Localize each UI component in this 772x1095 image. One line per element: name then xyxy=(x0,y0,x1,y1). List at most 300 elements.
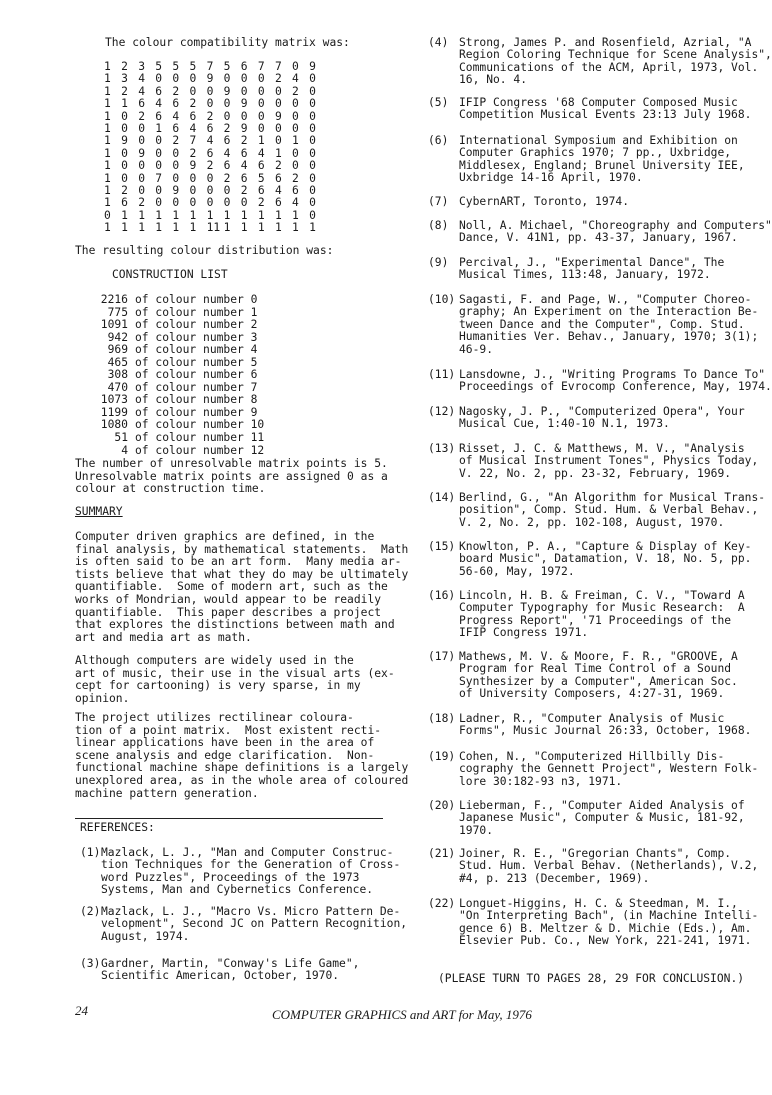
matrix-cell: 9 xyxy=(274,109,282,123)
reference-number: (2) xyxy=(80,905,101,918)
references-heading: REFERENCES: xyxy=(80,821,155,834)
colour-count: 465 xyxy=(107,355,128,369)
matrix-cell: 6 xyxy=(206,121,214,135)
colour-label: of colour number 0 xyxy=(135,293,258,306)
matrix-cell: 0 xyxy=(121,109,128,123)
matrix-cell: 6 xyxy=(138,97,145,111)
reference-text: Lincoln, H. B. & Freiman, C. V., "Toward A Computer Typography for Music Research: A Progress Report", '71 Proceedings of the IFIP Congress 1971. xyxy=(459,589,745,640)
matrix-cell: 6 xyxy=(189,109,197,123)
matrix-cell: 2 xyxy=(172,84,180,98)
reference-5 xyxy=(428,97,768,122)
matrix-cell: 0 xyxy=(292,60,299,73)
matrix-cell: 1 xyxy=(292,221,299,235)
reference-text: Percival, J., "Experimental Dance", The Musical Times, 113:48, January, 1972. xyxy=(459,256,725,282)
colour-label: of colour number 1 xyxy=(135,305,258,319)
matrix-cell: 0 xyxy=(309,97,316,111)
matrix-cell: 0 xyxy=(309,109,316,123)
matrix-cell: 1 xyxy=(104,146,111,160)
colour-label: of colour number 8 xyxy=(135,393,258,407)
colour-count: 1091 xyxy=(100,318,128,332)
reference-text: Sagasti, F. and Page, W., "Computer Choreo- graphy; An Experiment on the Interaction Be- tween Dance and the Computer", Comp. Stud. Humanities Ver. Behav., January, 1970; 3(1); 46-9. xyxy=(459,293,759,356)
matrix-cell: 0 xyxy=(155,183,163,197)
matrix-cell: 2 xyxy=(223,121,231,135)
reference-12 xyxy=(428,406,768,431)
reference-text: Gardner, Martin, "Conway's Life Game", Scientific American, October, 1970. xyxy=(101,957,360,983)
matrix-cell: 6 xyxy=(172,97,180,111)
matrix-cell: 1 xyxy=(138,221,145,235)
matrix-cell: 0 xyxy=(292,159,299,173)
summary-paragraph-3: The project utilizes rectilinear coloura- tion of a point matrix. Most existent recti- linear applications have been in the area of scene analysis and edge clarification. Non- functional machine shape definitions is a largely unexplored area, as in the whole area of coloured machine pattern generation. xyxy=(75,711,409,800)
matrix-cell: 9 xyxy=(206,72,214,86)
matrix-cell: 2 xyxy=(138,109,145,123)
colour-count: 470 xyxy=(107,380,128,394)
journal-footer: COMPUTER GRAPHICS and ART for May, 1976 xyxy=(272,1007,532,1022)
matrix-cell: 4 xyxy=(155,97,163,111)
colour-label: of colour number 5 xyxy=(135,355,258,369)
matrix-cell: 1 xyxy=(172,208,180,222)
matrix-cell: 4 xyxy=(292,196,299,210)
colour-label: of colour number 6 xyxy=(135,368,258,382)
matrix-cell: 1 xyxy=(121,97,128,111)
matrix-cell: 1 xyxy=(240,208,248,222)
construction-item xyxy=(98,319,264,332)
matrix-cell: 11 xyxy=(206,221,221,235)
matrix-cell: 0 xyxy=(206,196,214,210)
matrix-cell: 1 xyxy=(274,146,282,160)
matrix-cell: 7 xyxy=(206,60,214,73)
matrix-cell: 0 xyxy=(172,146,180,160)
reference-21 xyxy=(428,848,768,885)
reference-number: (17) xyxy=(428,650,456,663)
matrix-cell: 9 xyxy=(240,121,248,135)
matrix-cell: 0 xyxy=(155,72,163,86)
reference-number: (18) xyxy=(428,712,456,725)
reference-number: (15) xyxy=(428,540,456,553)
matrix-cell: 6 xyxy=(240,146,248,160)
matrix-cell: 0 xyxy=(121,121,128,135)
reference-text: Mazlack, L. J., "Man and Computer Construc- tion Techniques for the Generation of Cross- word Puzzles", Proceedings of the 1973 Systems, Man and Cybernetics Conference. xyxy=(101,846,401,897)
reference-11 xyxy=(428,368,772,394)
matrix-cell: 0 xyxy=(257,121,265,135)
matrix-cell: 2 xyxy=(206,109,214,123)
matrix-cell: 1 xyxy=(104,121,111,135)
matrix-cell: 4 xyxy=(274,183,282,197)
reference-3 xyxy=(80,958,380,983)
reference-text: International Symposium and Exhibition on Computer Graphics 1970; 7 pp., Uxbridge, Middlesex, England; Brunel University IEE, Uxbridge 14-16 April, 1970. xyxy=(459,134,745,185)
reference-text: Cohen, N., "Computerized Hillbilly Dis- cography the Gennett Project", Western Folk- lore 30:182-93 n3, 1971. xyxy=(459,750,759,788)
matrix-cell: 0 xyxy=(206,97,214,111)
matrix-cell: 0 xyxy=(309,134,316,148)
matrix-cell: 0 xyxy=(257,72,265,86)
matrix-cell: 2 xyxy=(292,171,299,185)
matrix-cell: 2 xyxy=(189,146,197,160)
reference-text: Lansdowne, J., "Writing Programs To Dance To" Proceedings of Evrocomp Conference, May, 1974. xyxy=(459,368,772,394)
matrix-cell: 1 xyxy=(104,97,111,111)
matrix-cell: 0 xyxy=(155,146,163,160)
matrix-cell: 0 xyxy=(155,134,163,148)
reference-17 xyxy=(428,651,768,701)
matrix-cell: 6 xyxy=(155,109,163,123)
reference-2 xyxy=(80,905,408,943)
reference-number: (4) xyxy=(428,36,449,49)
reference-16 xyxy=(428,590,768,640)
colour-count: 308 xyxy=(107,368,128,382)
reference-number: (20) xyxy=(428,799,456,812)
matrix-cell: 0 xyxy=(172,72,180,86)
matrix-cell: 0 xyxy=(138,121,145,135)
matrix-cell: 0 xyxy=(257,109,265,123)
reference-text: CybernART, Toronto, 1974. xyxy=(459,195,630,208)
colour-matrix xyxy=(104,61,326,234)
matrix-cell: 0 xyxy=(138,159,145,173)
matrix-cell: 6 xyxy=(257,183,265,197)
matrix-cell: 1 xyxy=(138,208,145,222)
matrix-cell: 1 xyxy=(274,208,282,222)
matrix-cell: 0 xyxy=(189,171,197,185)
colour-label: of colour number 3 xyxy=(135,330,258,344)
matrix-cell: 9 xyxy=(309,60,316,73)
matrix-cell: 1 xyxy=(223,208,231,222)
matrix-cell: 4 xyxy=(240,159,248,173)
reference-text: Joiner, R. E., "Gregorian Chants", Comp. Stud. Hum. Verbal Behav. (Netherlands), V.2, #4, p. 213 (December, 1969). xyxy=(459,847,759,885)
reference-15 xyxy=(428,541,768,578)
matrix-cell: 2 xyxy=(240,134,248,148)
matrix-cell: 0 xyxy=(309,208,316,222)
matrix-cell: 6 xyxy=(155,84,163,98)
matrix-cell: 5 xyxy=(172,60,180,73)
matrix-cell: 5 xyxy=(257,171,265,185)
matrix-cell: 0 xyxy=(223,196,231,210)
matrix-cell: 4 xyxy=(257,146,265,160)
matrix-cell: 6 xyxy=(240,171,248,185)
matrix-cell: 1 xyxy=(104,183,111,197)
colour-label: of colour number 2 xyxy=(135,318,258,332)
matrix-cell: 1 xyxy=(155,221,163,235)
reference-9 xyxy=(428,257,768,282)
matrix-row xyxy=(104,222,326,234)
reference-6 xyxy=(428,135,768,185)
matrix-cell: 0 xyxy=(121,171,128,185)
reference-18 xyxy=(428,713,768,738)
matrix-cell: 1 xyxy=(155,121,163,135)
matrix-cell: 6 xyxy=(121,196,128,210)
construction-item xyxy=(98,445,264,458)
matrix-cell: 1 xyxy=(121,208,128,222)
matrix-cell: 7 xyxy=(155,171,163,185)
matrix-cell: 6 xyxy=(274,196,282,210)
matrix-cell: 0 xyxy=(292,97,299,111)
colour-count: 775 xyxy=(107,305,128,319)
matrix-cell: 0 xyxy=(257,84,265,98)
matrix-cell: 0 xyxy=(240,72,248,86)
matrix-cell: 0 xyxy=(155,159,163,173)
reference-text: Ladner, R., "Computer Analysis of Music Forms", Music Journal 26:33, October, 1968. xyxy=(459,712,752,738)
matrix-cell: 0 xyxy=(309,84,316,98)
reference-number: (11) xyxy=(428,368,456,381)
construction-title: CONSTRUCTION LIST xyxy=(112,268,228,281)
matrix-cell: 1 xyxy=(104,60,111,73)
matrix-cell: 2 xyxy=(121,84,128,98)
matrix-cell: 0 xyxy=(223,72,231,86)
matrix-cell: 0 xyxy=(172,196,180,210)
matrix-cell: 4 xyxy=(206,134,214,148)
reference-22 xyxy=(428,898,768,948)
colour-label: of colour number 4 xyxy=(135,343,258,357)
matrix-cell: 0 xyxy=(189,196,197,210)
reference-20 xyxy=(428,800,768,837)
matrix-cell: 0 xyxy=(121,159,128,173)
matrix-cell: 0 xyxy=(309,196,316,210)
matrix-cell: 2 xyxy=(240,183,248,197)
turn-page-note: (PLEASE TURN TO PAGES 28, 29 FOR CONCLUSION.) xyxy=(438,972,745,985)
matrix-cell: 1 xyxy=(172,221,180,235)
construction-item xyxy=(98,369,264,382)
reference-number: (21) xyxy=(428,847,456,860)
matrix-cell: 1 xyxy=(189,208,197,222)
reference-text: Strong, James P. and Rosenfield, Azrial, "A Region Coloring Technique for Scene Analysis", Communications of the ACM, April, 1973, Vol. 16, No. 4. xyxy=(459,36,772,87)
matrix-cell: 4 xyxy=(138,72,145,86)
reference-number: (7) xyxy=(428,195,449,208)
reference-number: (8) xyxy=(428,219,449,232)
matrix-cell: 1 xyxy=(104,84,111,98)
matrix-cell: 0 xyxy=(223,183,231,197)
matrix-cell: 2 xyxy=(223,171,231,185)
matrix-row xyxy=(104,197,326,209)
matrix-cell: 1 xyxy=(240,221,248,235)
matrix-cell: 0 xyxy=(309,183,316,197)
construction-list xyxy=(98,294,264,457)
reference-text: Nagosky, J. P., "Computerized Opera", Your Musical Cue, 1:40-10 N.1, 1973. xyxy=(459,405,745,431)
matrix-cell: 1 xyxy=(309,221,316,235)
colour-count: 4 xyxy=(121,443,128,457)
summary-paragraph-1: Computer driven graphics are defined, in the final analysis, by mathematical statements. Math is often said to be an art form. Many media ar- tists believe that what they do may be ultimately quantifiable. Some of modern art, such as the works of Mondrian, would appear to be readily quantifiable. This paper describes a project that explores the distinctions between math and art and media art as math. xyxy=(75,530,409,644)
matrix-cell: 0 xyxy=(309,159,316,173)
reference-text: Noll, A. Michael, "Choreography and Computers" Dance, V. 41N1, pp. 43-37, January, 1967. xyxy=(459,219,772,245)
matrix-cell: 0 xyxy=(292,146,299,160)
reference-4 xyxy=(428,36,772,87)
matrix-cell: 0 xyxy=(223,109,231,123)
matrix-cell: 6 xyxy=(292,183,299,197)
colour-count: 969 xyxy=(107,343,128,357)
matrix-cell: 0 xyxy=(138,183,145,197)
colour-count: 942 xyxy=(107,330,128,344)
reference-10 xyxy=(428,294,768,356)
matrix-cell: 0 xyxy=(309,171,316,185)
colour-label: of colour number 10 xyxy=(135,418,265,432)
summary-heading: SUMMARY xyxy=(75,505,123,518)
matrix-cell: 4 xyxy=(292,72,299,86)
matrix-cell: 0 xyxy=(155,196,163,210)
construction-item xyxy=(98,432,264,445)
reference-text: Lieberman, F., "Computer Aided Analysis of Japanese Music", Computer & Music, 181-92, 1970. xyxy=(459,799,745,837)
matrix-cell: 1 xyxy=(104,196,111,210)
construction-item xyxy=(98,344,264,357)
reference-1 xyxy=(80,846,401,897)
distribution-intro: The resulting colour distribution was: xyxy=(75,244,334,257)
matrix-cell: 0 xyxy=(309,121,316,135)
matrix-cell: 0 xyxy=(138,134,145,148)
matrix-cell: 1 xyxy=(257,221,265,235)
reference-number: (10) xyxy=(428,293,456,306)
reference-13 xyxy=(428,443,768,480)
matrix-cell: 0 xyxy=(206,183,214,197)
matrix-cell: 1 xyxy=(223,221,231,235)
matrix-cell: 1 xyxy=(206,208,214,222)
colour-label: of colour number 11 xyxy=(135,431,265,445)
matrix-cell: 7 xyxy=(257,60,265,73)
matrix-cell: 9 xyxy=(172,183,180,197)
matrix-cell: 2 xyxy=(274,159,282,173)
reference-number: (13) xyxy=(428,442,456,455)
reference-text: IFIP Congress '68 Computer Composed Music Competition Musical Events 23:13 July 1968. xyxy=(459,96,752,122)
matrix-cell: 6 xyxy=(206,146,214,160)
matrix-cell: 2 xyxy=(257,196,265,210)
matrix-cell: 5 xyxy=(189,60,197,73)
reference-8 xyxy=(428,219,772,245)
reference-number: (12) xyxy=(428,405,456,418)
reference-number: (9) xyxy=(428,256,449,269)
matrix-cell: 6 xyxy=(274,171,282,185)
matrix-intro: The colour compatibility matrix was: xyxy=(105,36,350,49)
reference-number: (19) xyxy=(428,750,456,763)
reference-number: (3) xyxy=(80,957,101,970)
matrix-cell: 6 xyxy=(257,159,265,173)
reference-number: (22) xyxy=(428,897,456,910)
matrix-cell: 2 xyxy=(292,84,299,98)
reference-text: Knowlton, P. A., "Capture & Display of Key- board Music", Datamation, V. 18, No. 5, pp. 56-60, May, 1972. xyxy=(459,540,752,578)
matrix-cell: 5 xyxy=(223,60,231,73)
colour-count: 2216 xyxy=(100,293,128,306)
matrix-cell: 0 xyxy=(309,146,316,160)
matrix-cell: 2 xyxy=(206,159,214,173)
matrix-cell: 0 xyxy=(309,72,316,86)
matrix-row xyxy=(104,98,326,110)
matrix-cell: 7 xyxy=(189,134,197,148)
colour-label: of colour number 9 xyxy=(135,405,258,419)
matrix-cell: 0 xyxy=(138,171,145,185)
matrix-cell: 1 xyxy=(292,134,299,148)
colour-count: 1199 xyxy=(100,405,128,419)
matrix-cell: 0 xyxy=(172,171,180,185)
matrix-cell: 6 xyxy=(223,134,231,148)
reference-text: Mazlack, L. J., "Macro Vs. Micro Pattern De- velopment", Second JC on Pattern Recognition, August, 1974. xyxy=(101,905,408,943)
matrix-row xyxy=(104,73,326,85)
unresolvable-note: The number of unresolvable matrix points is 5. Unresolvable matrix points are assigned 0 as a colour at construction time. xyxy=(75,457,388,496)
matrix-cell: 0 xyxy=(257,97,265,111)
matrix-cell: 5 xyxy=(155,60,163,73)
matrix-cell: 4 xyxy=(172,109,180,123)
matrix-cell: 6 xyxy=(172,121,180,135)
matrix-cell: 3 xyxy=(121,72,128,86)
matrix-cell: 0 xyxy=(206,84,214,98)
colour-label: of colour number 12 xyxy=(135,443,265,457)
matrix-cell: 0 xyxy=(292,109,299,123)
matrix-cell: 7 xyxy=(274,60,282,73)
matrix-cell: 0 xyxy=(172,159,180,173)
matrix-cell: 0 xyxy=(121,146,128,160)
reference-text: Risset, J. C. & Matthews, M. V., "Analysis of Musical Instrument Tones", Physics Today, V. 22, No. 2, pp. 23-32, February, 1969. xyxy=(459,442,759,480)
reference-number: (1) xyxy=(80,846,101,859)
matrix-cell: 0 xyxy=(104,208,111,222)
reference-text: Longuet-Higgins, H. C. & Steedman, M. I., "On Interpreting Bach", (in Machine Intelli- gence 6) B. Meltzer & D. Michie (Eds.), Am. Elsevier Pub. Co., New York, 221-241, 1971. xyxy=(459,897,759,948)
matrix-cell: 2 xyxy=(121,60,128,73)
matrix-cell: 1 xyxy=(274,221,282,235)
reference-text: Mathews, M. V. & Moore, F. R., "GROOVE, A Program for Real Time Control of a Sound Synthesizer by a Computer", American Soc. of University Composers, 4:27-31, 1969. xyxy=(459,650,738,701)
matrix-cell: 4 xyxy=(223,146,231,160)
matrix-cell: 0 xyxy=(292,121,299,135)
colour-count: 1080 xyxy=(100,418,128,432)
matrix-cell: 1 xyxy=(104,221,111,235)
matrix-cell: 1 xyxy=(104,72,111,86)
matrix-cell: 0 xyxy=(274,97,282,111)
matrix-cell: 9 xyxy=(138,146,145,160)
matrix-cell: 1 xyxy=(104,171,111,185)
matrix-cell: 2 xyxy=(189,97,197,111)
matrix-cell: 1 xyxy=(121,221,128,235)
matrix-cell: 4 xyxy=(189,121,197,135)
matrix-cell: 1 xyxy=(104,159,111,173)
matrix-cell: 0 xyxy=(240,196,248,210)
matrix-cell: 0 xyxy=(189,84,197,98)
reference-7 xyxy=(428,196,768,208)
matrix-cell: 2 xyxy=(172,134,180,148)
reference-19 xyxy=(428,751,768,788)
matrix-cell: 3 xyxy=(138,60,145,73)
matrix-cell: 9 xyxy=(189,159,197,173)
reference-text: Berlind, G., "An Algorithm for Musical Trans- position", Comp. Stud. Hum. & Verbal Behav., V. 2, No. 2, pp. 102-108, August, 1970. xyxy=(459,491,766,529)
reference-number: (16) xyxy=(428,589,456,602)
matrix-cell: 1 xyxy=(104,109,111,123)
matrix-row xyxy=(104,135,326,147)
summary-paragraph-2: Although computers are widely used in the art of music, their use in the visual arts (ex- cept for cartooning) is very sparse, in my opinion. xyxy=(75,654,395,705)
matrix-cell: 1 xyxy=(155,208,163,222)
matrix-cell: 1 xyxy=(257,134,265,148)
references-rule xyxy=(75,818,383,819)
matrix-cell: 0 xyxy=(223,97,231,111)
matrix-cell: 2 xyxy=(274,72,282,86)
colour-label: of colour number 7 xyxy=(135,380,258,394)
matrix-cell: 0 xyxy=(189,183,197,197)
matrix-cell: 9 xyxy=(121,134,128,148)
matrix-cell: 2 xyxy=(138,196,145,210)
colour-count: 51 xyxy=(114,431,128,445)
matrix-cell: 0 xyxy=(240,109,248,123)
matrix-cell: 9 xyxy=(240,97,248,111)
matrix-cell: 6 xyxy=(240,60,248,73)
reference-number: (6) xyxy=(428,134,449,147)
construction-item xyxy=(98,294,264,307)
reference-number: (14) xyxy=(428,491,456,504)
matrix-cell: 1 xyxy=(104,134,111,148)
matrix-cell: 1 xyxy=(292,208,299,222)
colour-count: 1073 xyxy=(100,393,128,407)
matrix-cell: 0 xyxy=(189,72,197,86)
matrix-cell: 1 xyxy=(189,221,197,235)
matrix-row xyxy=(104,160,326,172)
matrix-cell: 9 xyxy=(223,84,231,98)
matrix-cell: 0 xyxy=(274,121,282,135)
matrix-cell: 1 xyxy=(257,208,265,222)
page-number: 24 xyxy=(75,1003,88,1018)
reference-number: (5) xyxy=(428,96,449,109)
matrix-cell: 2 xyxy=(121,183,128,197)
matrix-cell: 6 xyxy=(223,159,231,173)
matrix-cell: 0 xyxy=(274,134,282,148)
matrix-cell: 0 xyxy=(240,84,248,98)
matrix-cell: 4 xyxy=(138,84,145,98)
matrix-cell: 0 xyxy=(274,84,282,98)
reference-14 xyxy=(428,492,768,529)
